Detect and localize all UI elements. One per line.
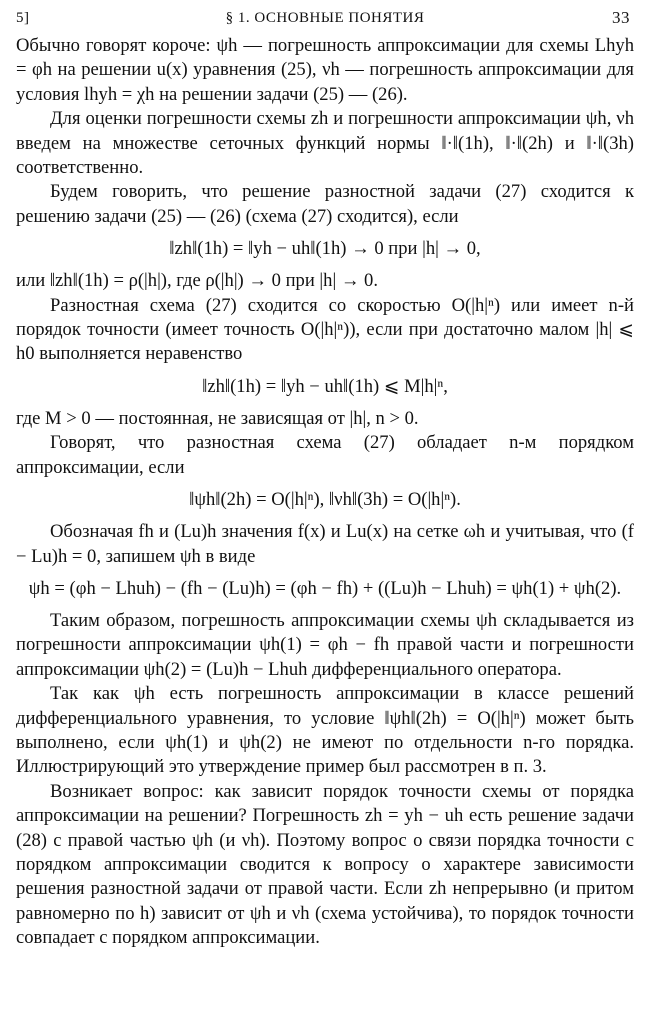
equation: ‖zh‖(1h) = ‖yh − uh‖(1h) ⩽ M|h|ⁿ, (202, 375, 448, 397)
paragraph: Будем говорить, что решение разностной задачи (27) сходится к решению задачи (25) — (26) (схема (27) сходится), если (16, 181, 634, 227)
section-title: § 1. ОСНОВНЫЕ ПОНЯТИЯ (225, 10, 425, 26)
paragraph: Возникает вопрос: как зависит порядок точности схемы от порядка аппроксимации на решении? Погрешность zh = yh − uh есть решение задачи (28) с правой частью ψh (и νh). Поэтому вопрос о связи порядка точности с порядком аппроксимации сводится к вопросу о характере зависимости решения разностной задачи от правой части. Если zh непрерывно (и притом равномерно по h) зависит от ψh и νh (схема устойчива), то порядок точности совпадает с порядком аппроксимации. (16, 780, 634, 949)
paragraph: или ‖zh‖(1h) = ρ(|h|), где ρ(|h|) → 0 при |h| → 0. (16, 270, 379, 292)
paragraph: Таким образом, погрешность аппроксимации схемы ψh складывается из погрешности аппроксимации ψh(1) = φh − fh правой части и погрешности аппроксимации ψh(2) = (Lu)h − Lhuh дифференциального оператора. (16, 609, 634, 680)
equation: ψh = (φh − Lhuh) − (fh − (Lu)h) = (φh − fh) + ((Lu)h − Lhuh) = ψh(1) + ψh(2). (28, 577, 622, 599)
paragraph: где M > 0 — постоянная, не зависящая от |h|, n > 0. (16, 407, 419, 429)
section-marker: 5] (16, 10, 30, 26)
paragraph: Разностная схема (27) сходится со скоростью O(|h|ⁿ) или имеет n-й порядок точности (имеет точность O(|h|ⁿ)), если при достаточно малом |h| ⩽ h0 выполняется неравенство (16, 294, 634, 365)
paragraph: Говорят, что разностная схема (27) обладает n-м порядком аппроксимации, если (16, 432, 634, 478)
page-number: 33 (612, 8, 630, 27)
running-header (16, 6, 634, 34)
paragraph: Обозначая fh и (Lu)h значения f(x) и Lu(x) на сетке ωh и учитывая, что (f − Lu)h = 0, запишем ψh в виде (16, 521, 634, 567)
paragraph: Для оценки погрешности схемы zh и погрешности аппроксимации ψh, νh введем на множестве сеточных функций нормы ‖·‖(1h), ‖·‖(2h) и ‖·‖(3h) соответственно. (16, 108, 634, 179)
equation: ‖ψh‖(2h) = O(|h|ⁿ), ‖νh‖(3h) = O(|h|ⁿ). (189, 489, 461, 511)
paragraph: Обычно говорят короче: ψh — погрешность аппроксимации для схемы Lhyh = φh на решении u(x) уравнения (25), νh — погрешность аппроксимации для условия lhyh = χh на решении задачи (25) — (26). (16, 35, 634, 105)
equation: ‖zh‖(1h) = ‖yh − uh‖(1h) → 0 при |h| → 0, (169, 238, 481, 260)
paragraph: Так как ψh есть погрешность аппроксимации в классе решений дифференциального уравнения, то условие ‖ψh‖(2h) = O(|h|ⁿ) может быть выполнено, если ψh(1) и ψh(2) не имеют по отдельности n-го порядка. Иллюстрирующий это утверждение пример был рассмотрен в п. 3. (16, 683, 634, 778)
